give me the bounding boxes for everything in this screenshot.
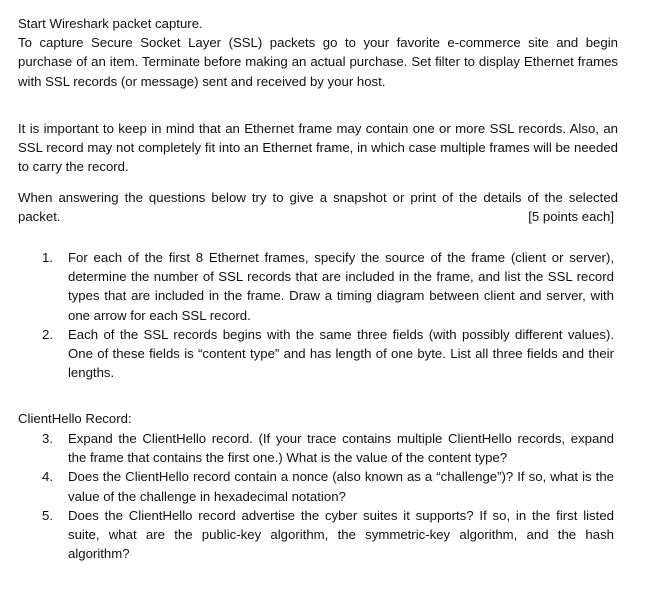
question-list-general [42,248,614,382]
answering-instructions: When answering the questions below try to give a snapshot or print of the details of the selected packet. [18,190,618,225]
question-number: 2. [42,326,53,342]
question-text: Does the ClientHello record advertise the cyber suites it supports? If so, in the first listed suite, what are the public-key algorithm, the symmetric-key algorithm, and the hash algorithm? [68,507,614,562]
question-text: For each of the first 8 Ethernet frames, specify the source of the frame (client or server), determine the number of SSL records that are included in the frame, and list the SSL record types that are included in the frame. Draw a timing diagram between client and server, with one arrow for each SSL record. [68,250,614,323]
question-item [42,467,614,505]
question-item [42,248,614,325]
question-number: 4. [42,469,53,485]
question-item [42,429,614,467]
question-text: Does the ClientHello record contain a nonce (also known as a “challenge”)? If so, what is the value of the challenge in hexadecimal notation? [68,469,614,504]
points-label: [5 points each] [528,209,614,224]
question-list-clienthello [42,429,614,563]
question-number: 5. [42,507,53,523]
question-text: Expand the ClientHello record. (If your trace contains multiple ClientHello records, expand the frame that contains the first one.) What is the value of the content type? [68,431,614,466]
section-heading: ClientHello Record: [18,411,132,426]
question-item [42,506,614,564]
question-text: Each of the SSL records begins with the same three fields (with possibly different values). One of these fields is “content type” and has length of one byte. List all three fields and their lengths. [68,326,614,381]
question-number: 1. [42,250,53,265]
question-number: 3. [42,431,53,446]
intro-title: Start Wireshark packet capture. [18,16,203,31]
note-paragraph: It is important to keep in mind that an Ethernet frame may contain one or more SSL records. Also, an SSL record may not completely fit into an Ethernet frame, in which case multiple frames will be needed to carry the record. [18,121,618,175]
intro-paragraph [18,14,618,91]
question-item [42,325,614,383]
intro-body: To capture Secure Socket Layer (SSL) packets go to your favorite e-commerce site and begin purchase of an item. Terminate before making an actual purchase. Set filter to display Ethernet frames with SSL records (or message) sent and received by your host. [18,35,618,89]
